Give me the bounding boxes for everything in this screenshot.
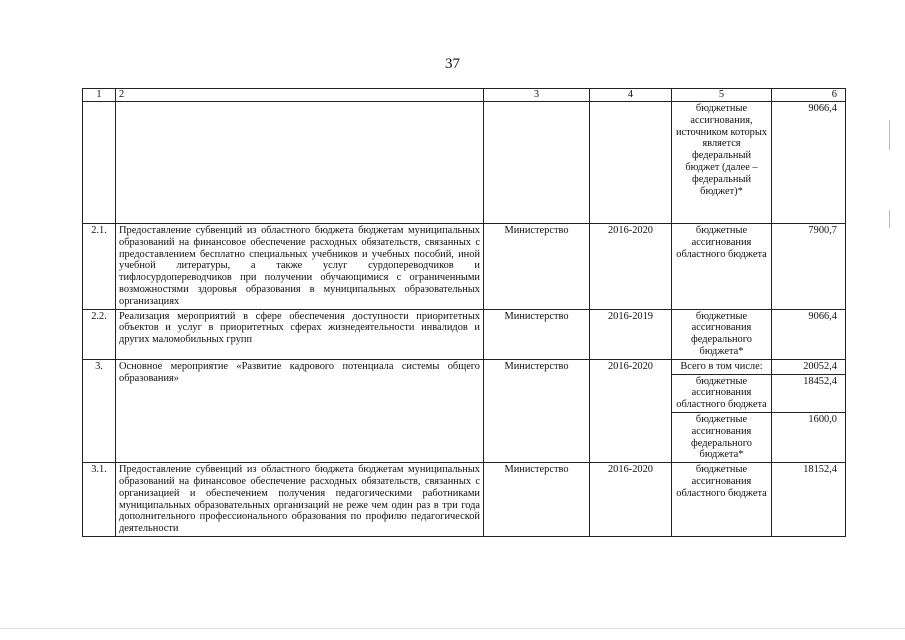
row-period [590, 102, 672, 224]
row-period: 2016-2020 [590, 224, 672, 310]
row-name [116, 102, 484, 224]
row-executor: Министерство [484, 224, 590, 310]
row-number: 2.2. [83, 309, 116, 359]
row-name: Основное мероприятие «Развитие кадрового потенциала системы общего образования» [116, 359, 484, 462]
row-amount: 18152,4 [772, 463, 846, 537]
row-amount: 1600,0 [772, 412, 846, 462]
row-amount: 18452,4 [772, 374, 846, 412]
column-header-3: 3 [484, 89, 590, 102]
table-row [83, 224, 846, 310]
column-header-5: 5 [672, 89, 772, 102]
row-funding-source: бюджетные ассигнования областного бюджета [672, 463, 772, 537]
column-header-6: 6 [772, 89, 846, 102]
scan-artifact [889, 120, 890, 150]
row-number: 3. [83, 359, 116, 462]
row-name: Реализация мероприятий в сфере обеспечения доступности приоритетных объектов и услуг в приоритетных сферах жизнедеятельности инвалидов и других маломобильных групп [116, 309, 484, 359]
row-number: 3.1. [83, 463, 116, 537]
row-name: Предоставление субвенций из областного бюджета бюджетам муниципальных образований на финансовое обеспечение расходных обязательств, связанных с организацией и обеспечением получения педагогическими работниками муниципальных образовательных организаций не реже чем один раз в три года дополнительного профессионального образования по профилю педагогической деятельности [116, 463, 484, 537]
row-amount: 9066,4 [772, 102, 846, 224]
row-number [83, 102, 116, 224]
row-period: 2016-2020 [590, 359, 672, 462]
row-executor [484, 102, 590, 224]
scan-artifact [889, 210, 890, 228]
table-row [83, 463, 846, 537]
row-name: Предоставление субвенций из областного бюджета бюджетам муниципальных образований на финансовое обеспечение расходных обязательств, связанных с предоставлением бесплатно специальных учебников и учебных пособий, иной учебной литературы, а также услуг сурдопереводчиков и тифлосурдопереводчиков при получении обучающимися с ограниченными возможностями здоровья образования в муниципальных образовательных организациях [116, 224, 484, 310]
scan-artifact [0, 628, 905, 629]
row-period: 2016-2019 [590, 309, 672, 359]
row-funding-source: бюджетные ассигнования областного бюджета [672, 374, 772, 412]
row-executor: Министерство [484, 309, 590, 359]
row-amount: 20052,4 [772, 359, 846, 374]
row-funding-source: бюджетные ассигнования областного бюджета [672, 224, 772, 310]
column-header-4: 4 [590, 89, 672, 102]
row-funding-source: бюджетные ассигнования федерального бюджета* [672, 309, 772, 359]
row-funding-source: бюджетные ассигнования, источником которых является федеральный бюджет (далее – федеральный бюджет)* [672, 102, 772, 224]
row-funding-source: бюджетные ассигнования федерального бюджета* [672, 412, 772, 462]
row-period: 2016-2020 [590, 463, 672, 537]
row-number: 2.1. [83, 224, 116, 310]
column-header-1: 1 [83, 89, 116, 102]
row-executor: Министерство [484, 463, 590, 537]
table-row [83, 102, 846, 224]
program-table [82, 88, 846, 537]
table-row [83, 359, 846, 374]
page-number: 37 [445, 56, 460, 72]
row-executor: Министерство [484, 359, 590, 462]
table-row [83, 309, 846, 359]
row-amount: 9066,4 [772, 309, 846, 359]
row-amount: 7900,7 [772, 224, 846, 310]
column-header-2: 2 [116, 89, 484, 102]
table-header-row [83, 89, 846, 102]
row-funding-source: Всего в том числе: [672, 359, 772, 374]
